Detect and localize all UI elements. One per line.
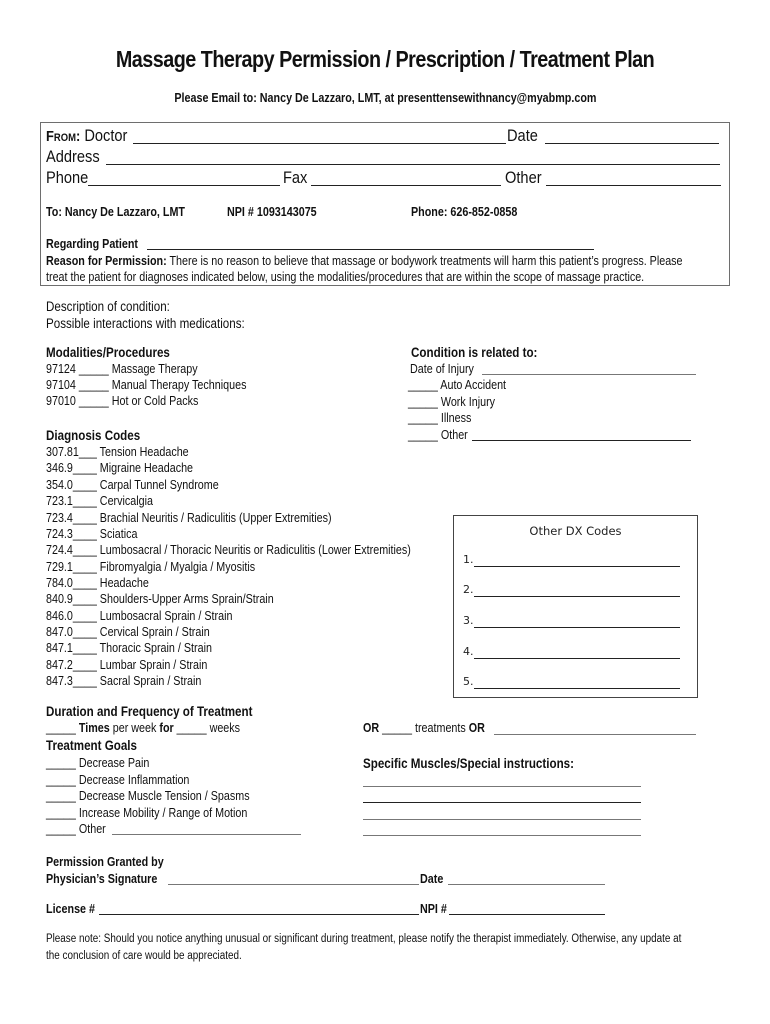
goal-item[interactable]: _____ Increase Mobility / Range of Motion bbox=[46, 806, 248, 820]
treatment-goals-heading: Treatment Goals bbox=[46, 738, 137, 753]
footer-note-line-2: the conclusion of care would be appreciated. bbox=[46, 950, 242, 962]
other-field[interactable] bbox=[546, 185, 721, 186]
other-dx-field[interactable] bbox=[474, 688, 680, 689]
diagnosis-item[interactable]: 784.0____ Headache bbox=[46, 576, 149, 590]
modality-item[interactable]: 97104 _____ Manual Therapy Techniques bbox=[46, 378, 247, 392]
physician-signature-label: Physician’s Signature bbox=[46, 872, 158, 886]
special-instructions-heading: Specific Muscles/Special instructions: bbox=[363, 756, 574, 771]
patient-field[interactable] bbox=[147, 249, 594, 250]
phone-field[interactable] bbox=[88, 185, 280, 186]
diagnosis-item[interactable]: 354.0____ Carpal Tunnel Syndrome bbox=[46, 478, 219, 492]
signature-date-field[interactable] bbox=[448, 884, 605, 885]
date-field[interactable] bbox=[545, 143, 719, 144]
email-instructions: Please Email to: Nancy De Lazzaro, LMT, at presenttensewithnancy@myabmp.com bbox=[173, 91, 597, 105]
other-dx-field[interactable] bbox=[474, 566, 680, 567]
other-dx-field[interactable] bbox=[474, 627, 680, 628]
reason-line-2: treat the patient for diagnoses indicated below, using the modalities/procedures that are within the scope of massage practice. bbox=[46, 270, 645, 284]
goal-item[interactable]: _____ Other bbox=[46, 822, 106, 836]
diagnosis-item[interactable]: 847.2____ Lumbar Sprain / Strain bbox=[46, 658, 208, 672]
regarding-patient-label: Regarding Patient bbox=[46, 237, 138, 251]
date-label: Date bbox=[507, 126, 538, 145]
description-label: Description of condition: bbox=[46, 299, 170, 314]
diagnosis-item[interactable]: 729.1____ Fibromyalgia / Myalgia / Myositis bbox=[46, 560, 256, 574]
diagnosis-item[interactable]: 724.3____ Sciatica bbox=[46, 527, 138, 541]
therapist-phone: Phone: 626-852-0858 bbox=[411, 205, 518, 219]
signature-date-label: Date bbox=[420, 872, 444, 886]
other-dx-title: Other DX Codes bbox=[529, 524, 622, 538]
modality-item[interactable]: 97010 _____ Hot or Cold Packs bbox=[46, 394, 199, 408]
other-dx-field[interactable] bbox=[474, 596, 680, 597]
duration-heading: Duration and Frequency of Treatment bbox=[46, 704, 253, 719]
npi-field[interactable] bbox=[449, 914, 605, 915]
other-dx-number: 2. bbox=[463, 583, 474, 596]
address-field[interactable] bbox=[106, 164, 720, 165]
diagnosis-item[interactable]: 847.0____ Cervical Sprain / Strain bbox=[46, 625, 210, 639]
therapist-npi: NPI # 1093143075 bbox=[227, 205, 317, 219]
goal-item[interactable]: _____ Decrease Muscle Tension / Spasms bbox=[46, 789, 250, 803]
diagnosis-item[interactable]: 847.3____ Sacral Sprain / Strain bbox=[46, 674, 202, 688]
modality-item[interactable]: 97124 _____ Massage Therapy bbox=[46, 362, 198, 376]
footer-note-line-1: Please note: Should you notice anything unusual or significant during treatment, please notify the therapist immediately. Otherwise, any update at bbox=[46, 933, 682, 945]
page-title: Massage Therapy Permission / Prescription / Treatment Plan bbox=[115, 46, 655, 72]
treatments-row[interactable]: OR _____ treatments OR bbox=[363, 721, 485, 735]
diagnosis-item[interactable]: 346.9____ Migraine Headache bbox=[46, 461, 194, 475]
other-label: Other bbox=[505, 168, 542, 187]
from-doctor-label: From: Doctor bbox=[46, 126, 128, 145]
phone-label: Phone bbox=[46, 168, 89, 187]
diagnosis-item[interactable]: 723.1____ Cervicalgia bbox=[46, 494, 153, 508]
other-dx-field[interactable] bbox=[474, 658, 680, 659]
goal-other-field[interactable] bbox=[112, 834, 301, 835]
date-of-injury-label: Date of Injury bbox=[410, 362, 474, 376]
other-dx-number: 5. bbox=[463, 675, 474, 688]
instructions-line[interactable] bbox=[363, 802, 641, 803]
instructions-line[interactable] bbox=[363, 819, 641, 820]
to-therapist: To: Nancy De Lazzaro, LMT bbox=[46, 205, 185, 219]
other-dx-number: 1. bbox=[463, 553, 474, 566]
frequency-row[interactable]: _____ Times per week for _____ weeks bbox=[46, 721, 241, 735]
alternate-duration-field[interactable] bbox=[494, 734, 696, 735]
permission-granted-label: Permission Granted by bbox=[46, 855, 164, 869]
physician-signature-field[interactable] bbox=[168, 884, 419, 885]
other-dx-number: 4. bbox=[463, 645, 474, 658]
instructions-line[interactable] bbox=[363, 786, 641, 787]
goal-item[interactable]: _____ Decrease Pain bbox=[46, 756, 150, 770]
interactions-label: Possible interactions with medications: bbox=[46, 316, 245, 331]
npi-label: NPI # bbox=[420, 902, 447, 916]
date-of-injury-field[interactable] bbox=[482, 374, 696, 375]
condition-item[interactable]: _____ Auto Accident bbox=[408, 378, 507, 392]
license-label: License # bbox=[46, 902, 96, 916]
diagnosis-item[interactable]: 847.1____ Thoracic Sprain / Strain bbox=[46, 641, 212, 655]
fax-label: Fax bbox=[283, 168, 308, 187]
diagnosis-item[interactable]: 724.4____ Lumbosacral / Thoracic Neuritis or Radiculitis (Lower Extremities) bbox=[46, 543, 411, 557]
diagnosis-item[interactable]: 840.9____ Shoulders-Upper Arms Sprain/Strain bbox=[46, 592, 274, 606]
diagnosis-item[interactable]: 723.4____ Brachial Neuritis / Radiculitis (Upper Extremities) bbox=[46, 511, 332, 525]
condition-item[interactable]: _____ Other bbox=[408, 428, 468, 442]
condition-related-heading: Condition is related to: bbox=[411, 345, 538, 360]
fax-field[interactable] bbox=[311, 185, 501, 186]
diagnosis-item[interactable]: 846.0____ Lumbosacral Sprain / Strain bbox=[46, 609, 233, 623]
goal-item[interactable]: _____ Decrease Inflammation bbox=[46, 773, 190, 787]
condition-item[interactable]: _____ Illness bbox=[408, 411, 472, 425]
condition-other-field[interactable] bbox=[472, 440, 691, 441]
other-dx-number: 3. bbox=[463, 614, 474, 627]
condition-item[interactable]: _____ Work Injury bbox=[408, 395, 496, 409]
diagnosis-heading: Diagnosis Codes bbox=[46, 428, 141, 443]
doctor-field[interactable] bbox=[133, 143, 506, 144]
instructions-line[interactable] bbox=[363, 835, 641, 836]
diagnosis-item[interactable]: 307.81___ Tension Headache bbox=[46, 445, 189, 459]
reason-line-1: Reason for Permission: There is no reason to believe that massage or bodywork treatments will harm this patient’s progress. Please bbox=[46, 254, 683, 268]
modalities-heading: Modalities/Procedures bbox=[46, 345, 170, 360]
address-label: Address bbox=[46, 147, 100, 166]
license-field[interactable] bbox=[99, 914, 419, 915]
other-dx-codes-box bbox=[453, 515, 698, 698]
